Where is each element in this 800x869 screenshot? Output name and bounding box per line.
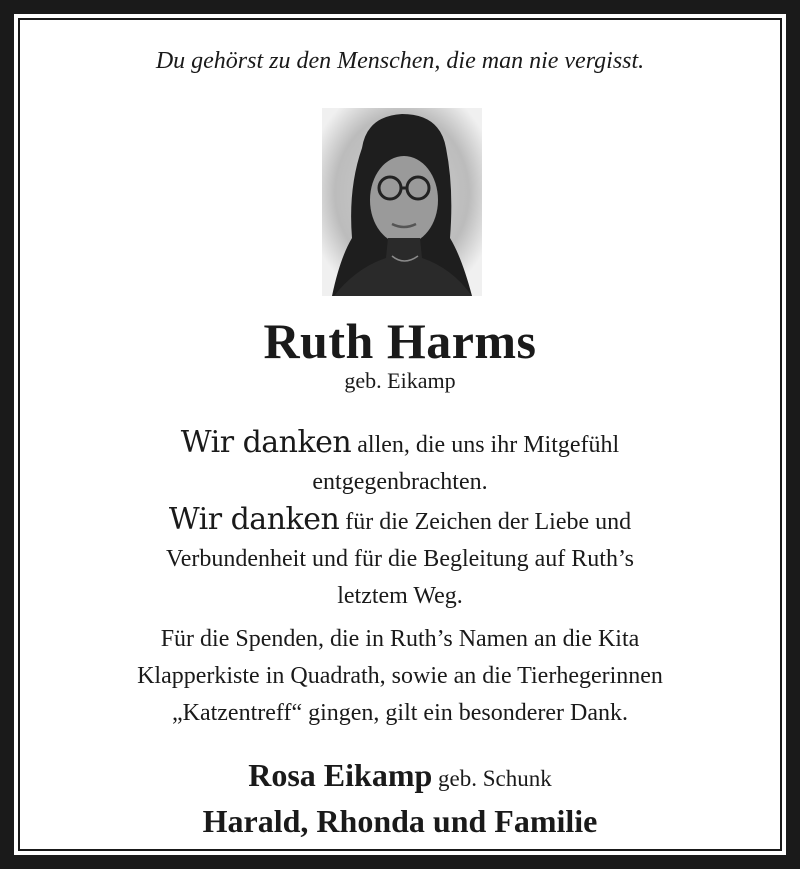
signer-line-2: Harald, Rhonda und Familie — [202, 803, 598, 839]
thanks-2-line-b: Verbundenheit und für die Begleitung auf Ruth’s — [166, 546, 634, 572]
portrait-photo — [322, 108, 482, 296]
signer-name-1: Rosa Eikamp — [248, 757, 433, 793]
thanks-paragraph-1 — [60, 424, 740, 501]
notice-inner-border — [14, 14, 786, 855]
thanks-2-line-a: für die Zeichen der Liebe und — [339, 509, 632, 535]
thanks-3-line-b: Klapperkiste in Quadrath, sowie an die Tierhegerinnen — [137, 663, 663, 689]
thanks-2-line-c: letztem Weg. — [337, 583, 463, 609]
thanks-lead-2: Wir danken — [168, 502, 340, 537]
notice-content — [18, 18, 782, 851]
thanks-text — [60, 424, 740, 732]
thanks-paragraph-3 — [60, 621, 740, 732]
thanks-paragraph-2 — [60, 501, 740, 615]
signers — [20, 754, 780, 842]
maiden-name: geb. Eikamp — [344, 368, 456, 393]
thanks-3-line-a: Für die Spenden, die in Ruth’s Namen an die Kita — [160, 626, 640, 652]
signer-note-1: geb. Schunk — [432, 766, 552, 791]
signer-line-1 — [20, 754, 780, 800]
motto: Du gehörst zu den Menschen, die man nie vergisst. — [155, 48, 645, 74]
thanks-lead-1: Wir danken — [180, 425, 352, 460]
thanks-1-line-a: allen, die uns ihr Mitgefühl — [351, 432, 620, 458]
thanks-3-line-c: „Katzentreff“ gingen, gilt ein besonderer Dank. — [171, 700, 629, 726]
deceased-name: Ruth Harms — [263, 313, 537, 369]
thanks-1-line-b: entgegenbrachten. — [312, 469, 488, 495]
